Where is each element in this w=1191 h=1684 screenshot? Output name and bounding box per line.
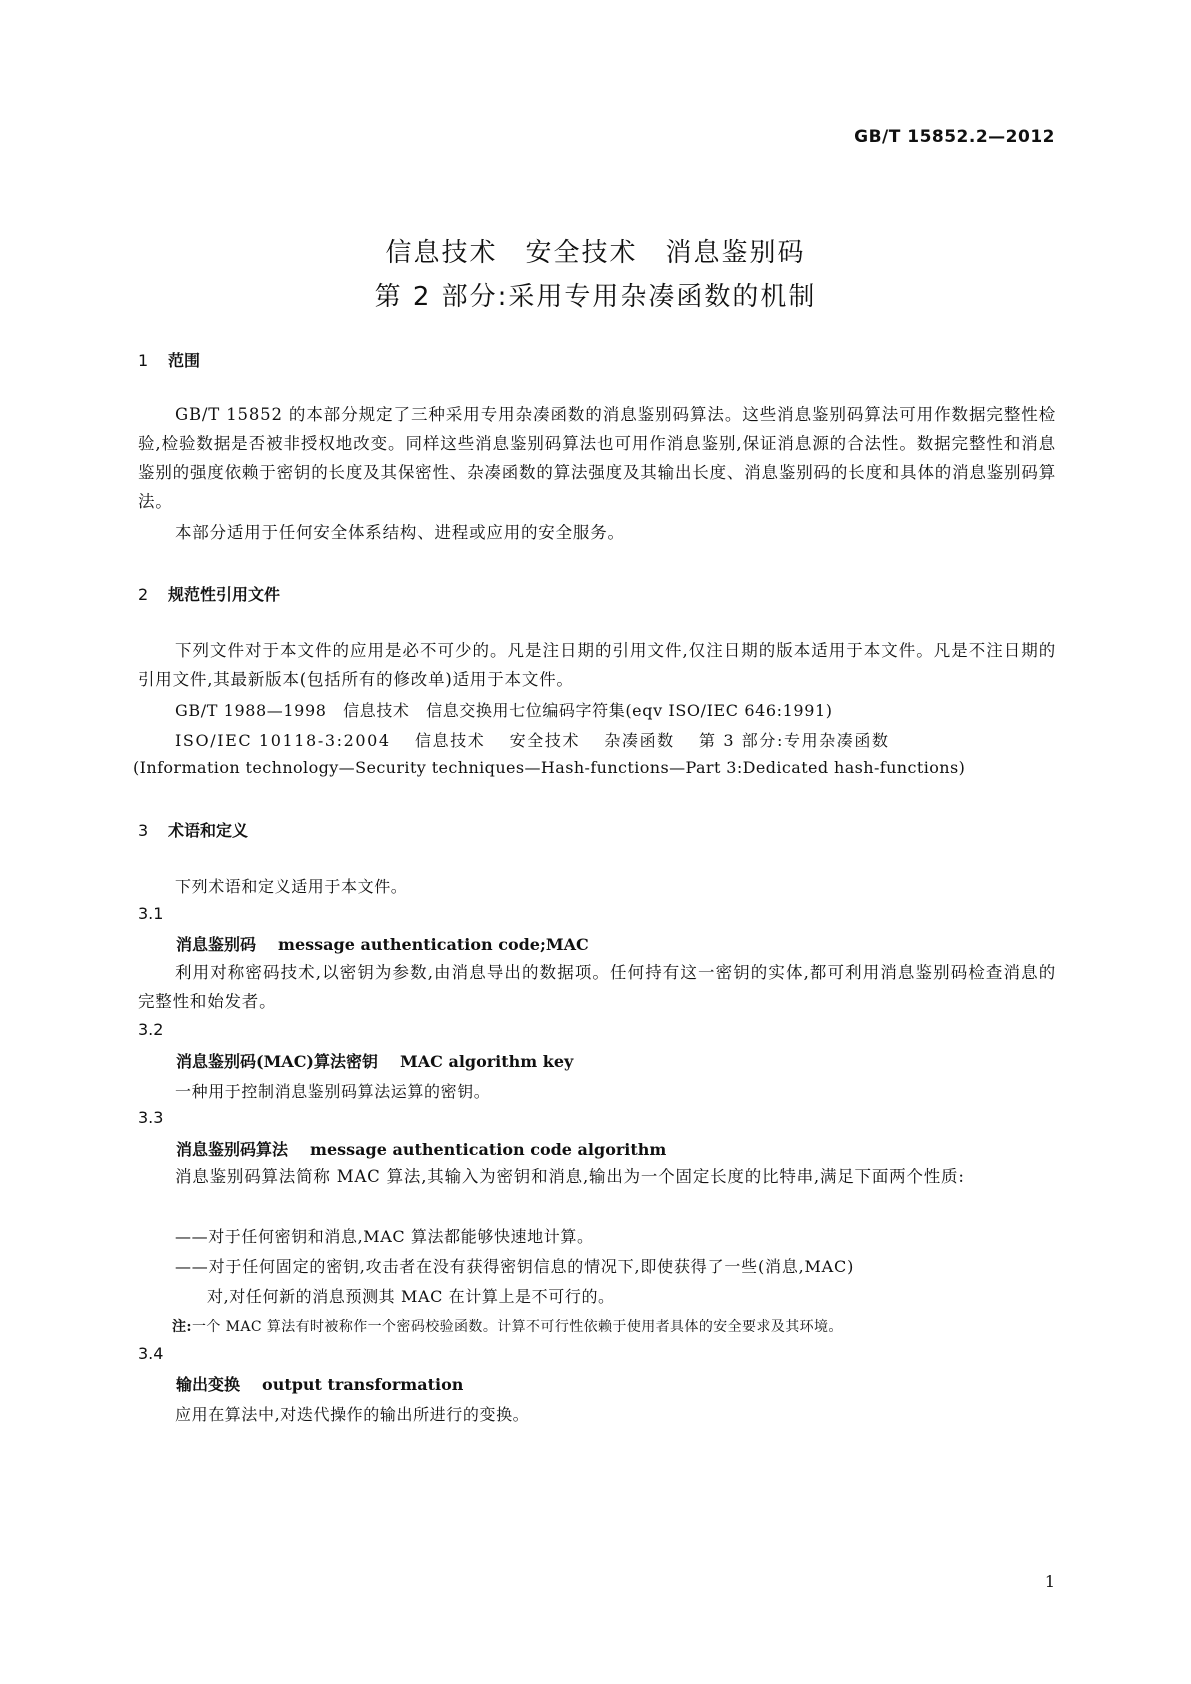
term-definition: 应用在算法中,对迭代操作的输出所进行的变换。	[175, 1405, 530, 1424]
term-number: 3.3	[138, 1108, 164, 1127]
note-text: 一个 MAC 算法有时被称作一个密码校验函数。计算不可行性依赖于使用者具体的安全要求及其环境。	[191, 1319, 843, 1335]
reference-iso10118-line2: (Information technology—Security techniques—Hash-functions—Part 3:Dedicated hash-functions)	[133, 758, 966, 777]
term-number: 3.4	[138, 1344, 164, 1363]
term-title	[176, 1372, 463, 1395]
term-zh: 消息鉴别码	[176, 935, 257, 954]
term-definition: 一种用于控制消息鉴别码算法运算的密钥。	[175, 1082, 491, 1101]
reference-iso10118-line1: ISO/IEC 10118-3:2004 信息技术 安全技术 杂凑函数 第 3 部分:专用杂凑函数	[175, 731, 890, 750]
note-label: 注:	[172, 1319, 192, 1335]
document-title-line1: 信息技术 安全技术 消息鉴别码	[385, 238, 806, 268]
term-title	[176, 1049, 573, 1072]
section-number: 2	[138, 585, 149, 604]
term-en: MAC algorithm key	[400, 1052, 574, 1071]
section-title: 术语和定义	[168, 821, 249, 840]
term-title	[176, 932, 589, 955]
term-en: message authentication code algorithm	[310, 1140, 667, 1159]
scope-applicability: 本部分适用于任何安全体系结构、进程或应用的安全服务。	[175, 523, 625, 542]
section-heading-scope	[138, 348, 200, 371]
standard-number: GB/T 15852.2—2012	[854, 127, 1055, 147]
list-item: ——对于任何密钥和消息,MAC 算法都能够快速地计算。	[175, 1227, 594, 1246]
term-note	[172, 1316, 843, 1336]
section-heading-normative-references	[138, 582, 280, 605]
term-title	[176, 1137, 666, 1160]
term-number: 3.2	[138, 1020, 164, 1039]
section-title: 范围	[168, 351, 201, 370]
term-number: 3.1	[138, 904, 164, 923]
scope-paragraph: GB/T 15852 的本部分规定了三种采用专用杂凑函数的消息鉴别码算法。这些消息鉴别码算法可用作数据完整性检验,检验数据是否被非授权地改变。同样这些消息鉴别码算法也可用作消息鉴别,保证消息源的合法性。数据完整性和消息鉴别的强度依赖于密钥的长度及其保密性、杂凑函数的算法强度及其输出长度、消息鉴别码的长度和具体的消息鉴别码算法。	[138, 405, 1056, 511]
terms-intro: 下列术语和定义适用于本文件。	[175, 877, 408, 896]
reference-gb1988: GB/T 1988—1998 信息技术 信息交换用七位编码字符集(eqv ISO/IEC 646:1991)	[175, 701, 833, 720]
term-en: output transformation	[262, 1375, 464, 1394]
term-zh: 消息鉴别码算法	[176, 1140, 289, 1159]
document-title-line2: 第 2 部分:采用专用杂凑函数的机制	[374, 282, 817, 312]
section-title: 规范性引用文件	[168, 585, 281, 604]
term-definition: 利用对称密码技术,以密钥为参数,由消息导出的数据项。任何持有这一密钥的实体,都可利用消息鉴别码检查消息的完整性和始发者。	[138, 963, 1056, 1011]
section-number: 3	[138, 821, 149, 840]
section-heading-terms-definitions	[138, 818, 248, 841]
term-en: message authentication code;MAC	[278, 935, 589, 954]
page-number: 1	[1044, 1572, 1055, 1591]
list-item: ——对于任何固定的密钥,攻击者在没有获得密钥信息的情况下,即使获得了一些(消息,MAC)	[175, 1257, 855, 1276]
term-definition: 消息鉴别码算法简称 MAC 算法,其输入为密钥和消息,输出为一个固定长度的比特串,满足下面两个性质:	[175, 1167, 965, 1186]
references-intro: 下列文件对于本文件的应用是必不可少的。凡是注日期的引用文件,仅注日期的版本适用于本文件。凡是不注日期的引用文件,其最新版本(包括所有的修改单)适用于本文件。	[138, 641, 1056, 689]
term-zh: 消息鉴别码(MAC)算法密钥	[176, 1052, 379, 1071]
term-zh: 输出变换	[176, 1375, 241, 1394]
section-number: 1	[138, 351, 149, 370]
list-item-continuation: 对,对任何新的消息预测其 MAC 在计算上是不可行的。	[207, 1287, 615, 1306]
